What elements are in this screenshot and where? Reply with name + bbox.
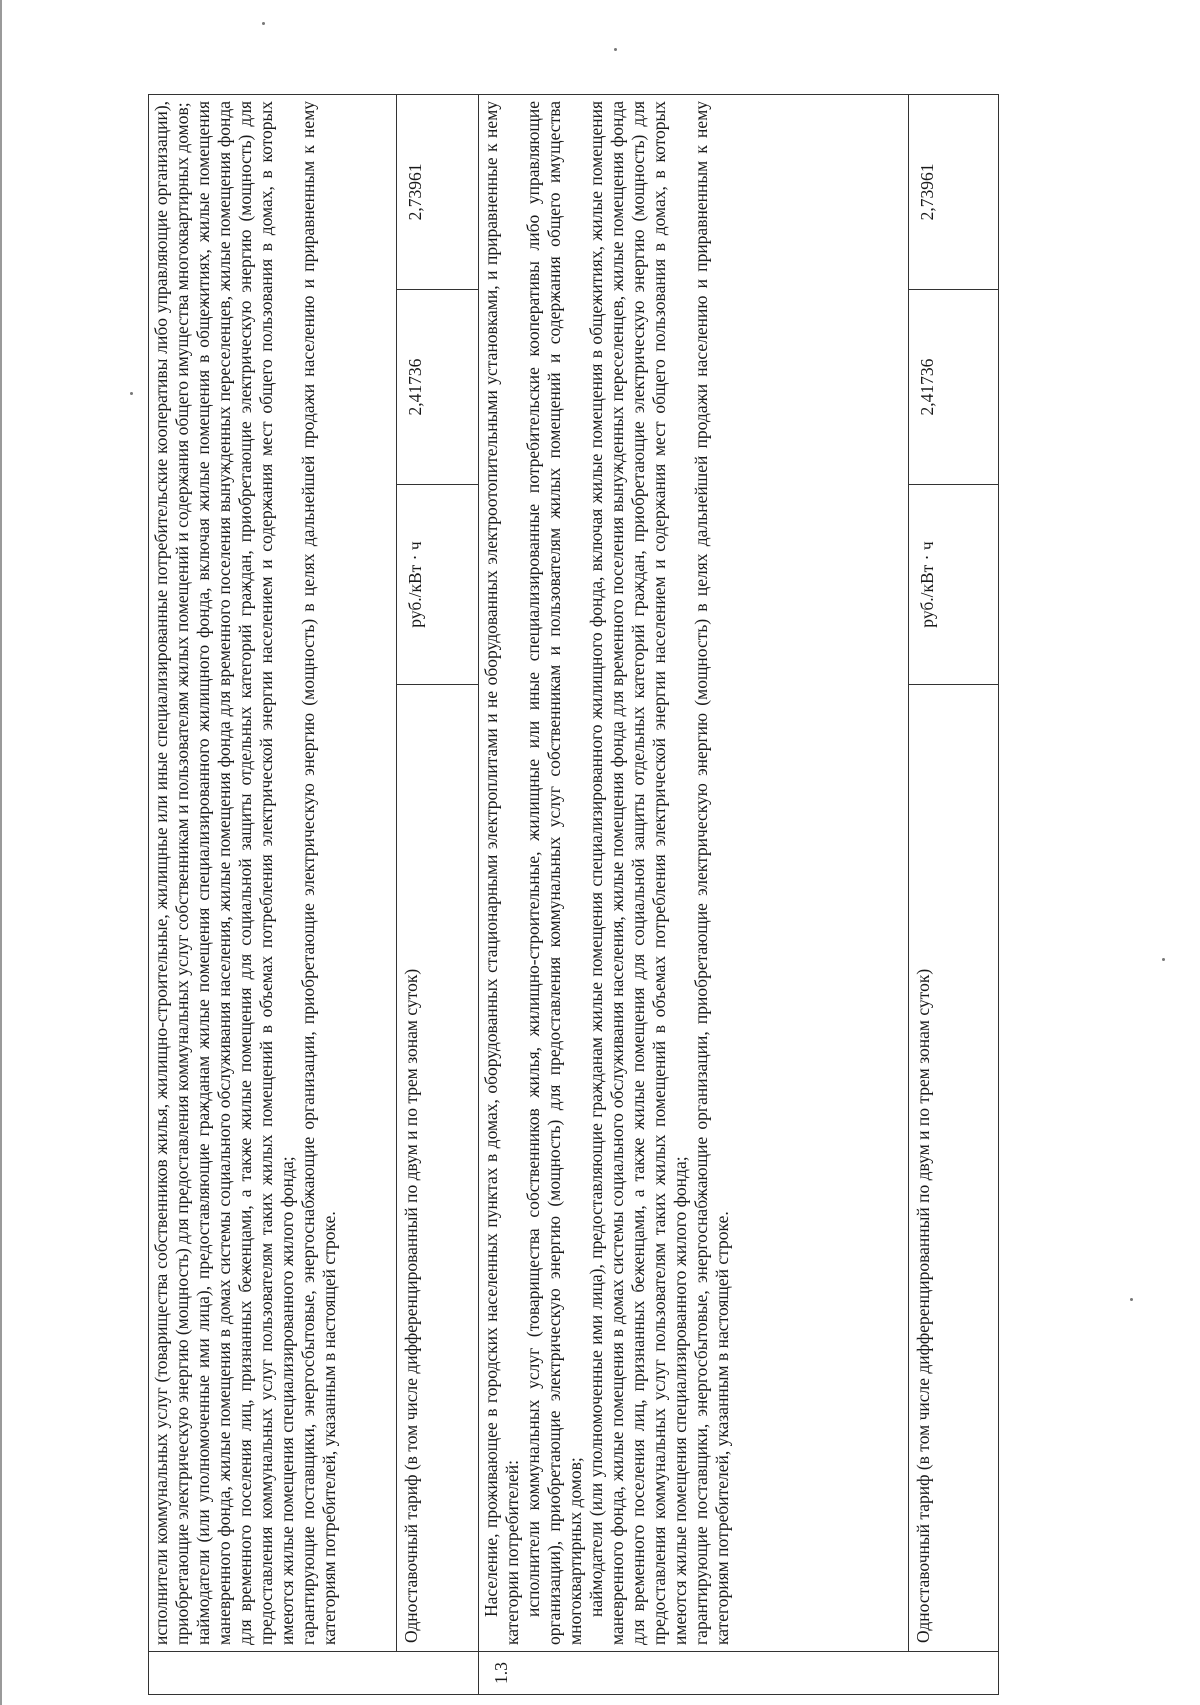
table-row-tariff-prev [397,94,479,1694]
scan-edge [0,0,2,1705]
scan-speck [1130,1298,1133,1301]
category-paragraph: исполнители коммунальных услуг (товарищества собственников жилья, жилищно-строительные, жилищные или иные специализированные потребительские кооперативы либо управляющие организации), приобретающие электрическую энергию (мощность) для предоставления коммунальных услуг собственникам и пользователям жилых помещений и содержания общего имущества многоквартирных домов; [151,100,192,1645]
rotated-table-container [148,95,998,1695]
category-paragraph: наймодатели (или уполномоченные ими лица), предоставляющие гражданам жилые помещения специализированного жилищного фонда, включая жилые помещения в общежитиях, жилые помещения маневренного фонда, жилые помещения в домах системы социального обслуживания населения, жилые помещения фонда для временного поселения вынужденных переселенцев, жилые помещения фонда для временного поселения лиц, признанных беженцами, а также жилые помещения для социальной защиты отдельных категорий граждан, приобретающие электрическую энергию (мощность) для предоставления коммунальных услуг пользователям таких жилых помещений в объемах потребления электрической энергии населением и содержания мест общего пользования в домах, в которых имеются жилые помещения специализированного жилого фонда; [193,100,297,1645]
table-row-tariff-1-3 [909,94,999,1694]
category-paragraph: исполнители коммунальных услуг (товарищества собственников жилья, жилищно-строительные, жилищные или иные специализированные потребительские кооперативы либо управляющие организации), приобретающие электрическую энергию (мощность) для предоставления коммунальных услуг собственникам и пользователям жилых помещений и содержания общего имущества многоквартирных домов; [523,100,585,1645]
tariff-table [148,94,999,1695]
tariff-label: Одноставочный тариф (в том числе дифференцированный по двум и по трем зонам суток) [909,685,999,1652]
category-paragraph: наймодатели (или уполномоченные ими лица), предоставляющие гражданам жилые помещения специализированного жилищного фонда, включая жилые помещения в общежитиях, жилые помещения маневренного фонда, жилые помещения в домах системы социального обслуживания населения, жилые помещения фонда для временного поселения вынужденных переселенцев, жилые помещения фонда для временного поселения лиц, признанных беженцами, а также жилые помещения для социальной защиты отдельных категорий граждан, приобретающие электрическую энергию (мощность) для предоставления коммунальных услуг пользователям таких жилых помещений в объемах потребления электрической энергии населением и содержания мест общего пользования в домах, в которых имеются жилые помещения специализированного жилого фонда; [586,100,690,1645]
tariff-unit: руб./кВт · ч [909,485,999,685]
scan-speck [1162,958,1165,961]
row-number-cell [149,1652,479,1695]
row-number-cell: 1.3 [479,1652,999,1695]
tariff-value-1: 2,41736 [909,290,999,485]
scan-speck [262,22,265,25]
category-description [149,94,397,1651]
tariff-value-1: 2,41736 [397,290,479,485]
tariff-unit: руб./кВт · ч [397,485,479,685]
scan-speck [614,48,617,51]
category-paragraph: Население, проживающее в городских населенных пунктах в домах, оборудованных стационарными электроплитами и не оборудованных электроотопительными установками, и приравненные к нему категории потребителей: [481,100,522,1645]
tariff-value-2: 2,73961 [397,94,479,289]
tariff-value-2: 2,73961 [909,94,999,289]
category-description [479,94,909,1651]
table-row-category-prev [149,94,397,1694]
scan-speck [130,392,133,395]
category-paragraph: гарантирующие поставщики, энергосбытовые, энергоснабжающие организации, приобретающие электрическую энергию (мощность) в целях дальнейшей продажи населению и приравненным к нему категориям потребителей, указанным в настоящей строке. [691,100,732,1645]
table-row-category-1-3 [479,94,909,1694]
category-paragraph: гарантирующие поставщики, энергосбытовые, энергоснабжающие организации, приобретающие электрическую энергию (мощность) в целях дальнейшей продажи населению и приравненным к нему категориям потребителей, указанным в настоящей строке. [298,100,339,1645]
tariff-label: Одноставочный тариф (в том числе дифференцированный по двум и по трем зонам суток) [397,685,479,1652]
